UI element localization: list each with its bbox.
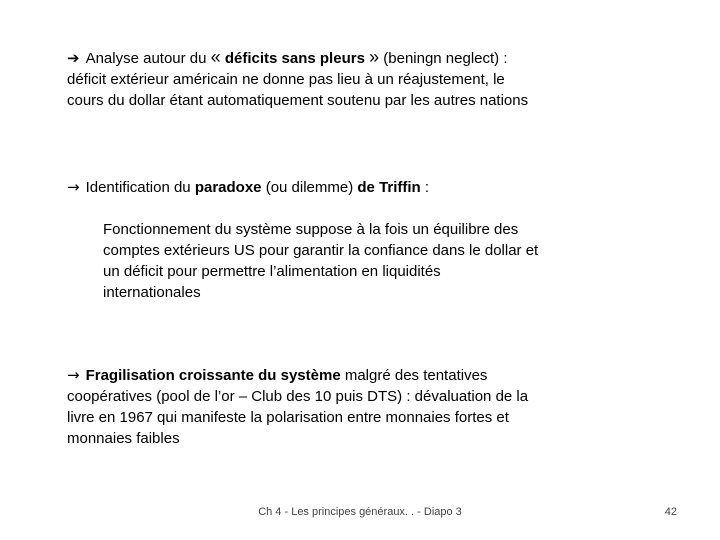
arrow-right-icon: ➔ (67, 49, 80, 67)
paragraph-line: internationales (103, 284, 201, 301)
paragraph-fragilisation (67, 365, 627, 449)
paragraph-line (67, 177, 667, 198)
arrow-right-icon: → (67, 178, 80, 196)
page-number: 42 (664, 506, 677, 518)
bold-term: Fragilisation croissante du système (85, 367, 341, 384)
text-span: (beningn neglect) : (379, 50, 508, 67)
paragraph-line: livre en 1967 qui manifeste la polarisation entre monnaies fortes et (67, 409, 509, 426)
bold-term: de Triffin (357, 179, 421, 196)
text-span: Identification du (85, 179, 195, 196)
text-span: : (420, 179, 430, 196)
quote-close: » (369, 47, 380, 67)
paragraph-line: monnaies faibles (67, 430, 180, 447)
paragraph-benign-neglect (67, 47, 667, 111)
bold-term: déficits sans pleurs (220, 50, 370, 67)
arrow-right-icon: → (67, 366, 80, 384)
paragraph-line: coopératives (pool de l’or – Club des 10 puis DTS) : dévaluation de la (67, 388, 529, 405)
paragraph-line (67, 365, 627, 386)
slide-footer: Ch 4 - Les principes généraux. . - Diapo 3 (258, 506, 462, 518)
text-span: Analyse autour du (85, 50, 211, 67)
paragraph-line: comptes extérieurs US pour garantir la confiance dans le dollar et (103, 242, 539, 259)
paragraph-triffin (67, 177, 667, 198)
paragraph-triffin-explanation (103, 219, 623, 303)
text-span: (ou dilemme) (261, 179, 358, 196)
bold-term: paradoxe (194, 179, 262, 196)
paragraph-line: un déficit pour permettre l’alimentation en liquidités (103, 263, 441, 280)
paragraph-line: Fonctionnement du système suppose à la fois un équilibre des (103, 221, 519, 238)
paragraph-line: déficit extérieur américain ne donne pas lieu à un réajustement, le (67, 71, 505, 88)
text-span: malgré des tentatives (340, 367, 488, 384)
quote-open: « (210, 47, 221, 67)
paragraph-line (67, 47, 667, 69)
paragraph-line: cours du dollar étant automatiquement soutenu par les autres nations (67, 92, 529, 109)
